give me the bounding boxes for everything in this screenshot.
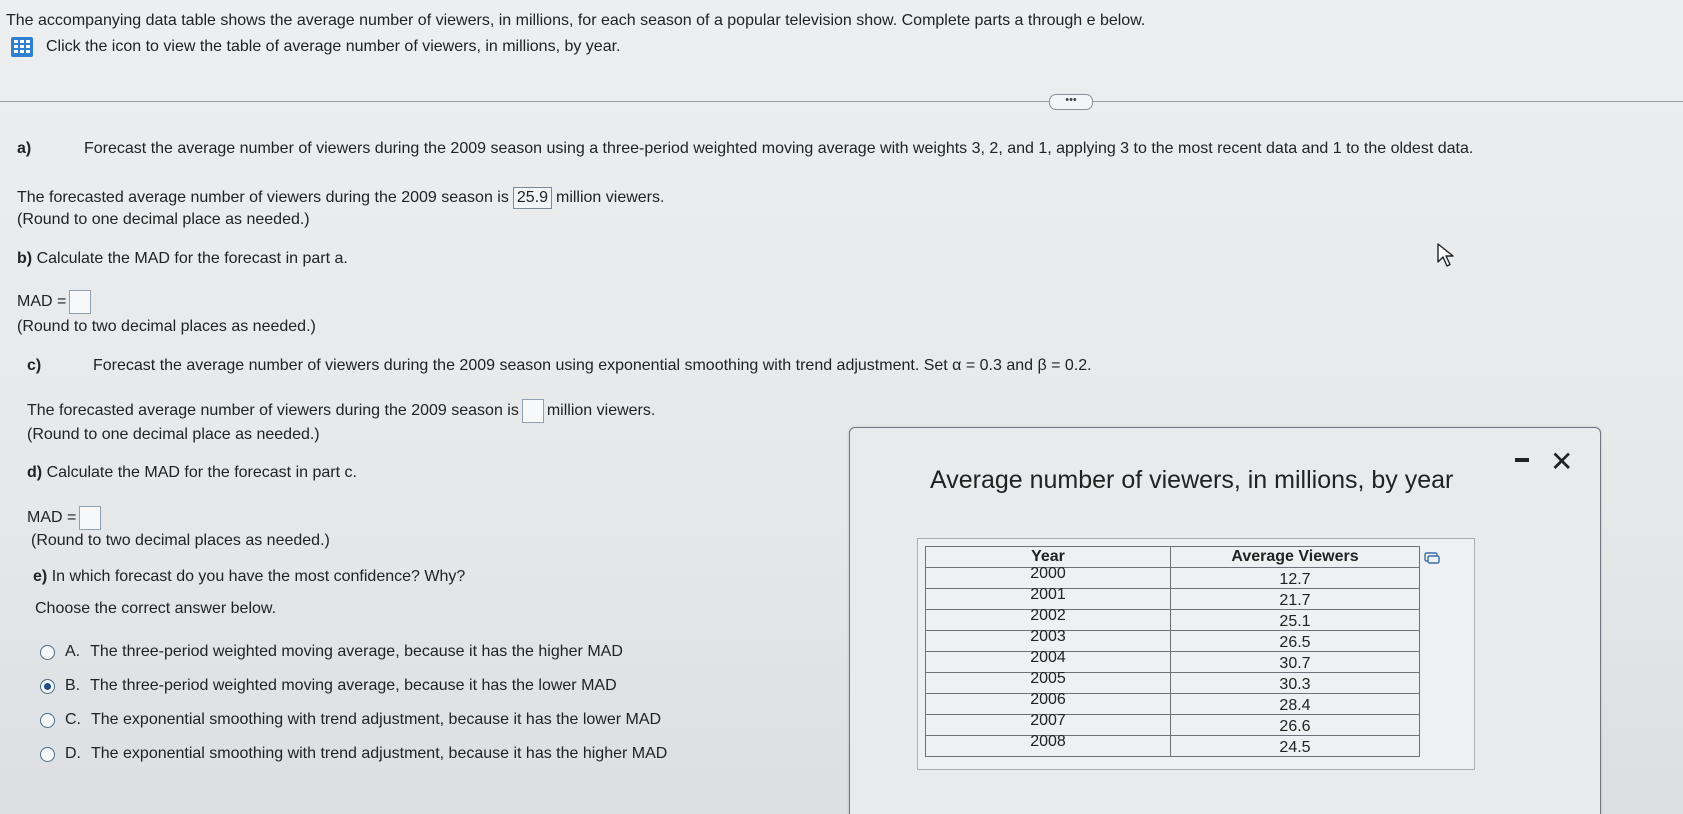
part-d-question: Calculate the MAD for the forecast in part c. — [46, 464, 357, 481]
viewers-cell: 12.7 — [1279, 571, 1311, 588]
option-c-letter: C. — [65, 711, 81, 728]
table-icon-link-text: Click the icon to view the table of average number of viewers, in millions, by year. — [46, 38, 621, 55]
table-row — [926, 652, 1420, 673]
part-c-answer-prefix: The forecasted average number of viewers during the 2009 season is — [27, 402, 519, 419]
more-button[interactable]: ••• — [1049, 94, 1093, 110]
part-d-mad-line — [27, 506, 104, 530]
viewers-cell: 26.5 — [1279, 634, 1311, 651]
part-c-round-note: (Round to one decimal place as needed.) — [27, 426, 320, 443]
part-d-mad-input[interactable] — [79, 506, 101, 530]
part-a-answer-field[interactable]: 25.9 — [513, 187, 552, 209]
viewers-cell: 25.1 — [1279, 613, 1311, 630]
option-a-radio[interactable] — [40, 645, 55, 660]
part-a-answer-suffix: million viewers. — [555, 189, 665, 206]
year-cell: 2002 — [1030, 607, 1066, 624]
part-a-answer-line — [17, 187, 664, 209]
table-row — [926, 715, 1420, 736]
option-b-text: The three-period weighted moving average, because it has the lower MAD — [90, 677, 617, 694]
year-cell: 2008 — [1030, 733, 1066, 750]
year-cell: 2003 — [1030, 628, 1066, 645]
option-d-letter: D. — [65, 745, 81, 762]
close-icon[interactable]: ✕ — [1550, 446, 1574, 477]
part-e-label: e) — [33, 568, 48, 585]
year-cell: 2000 — [1030, 565, 1066, 582]
table-row — [926, 736, 1420, 757]
year-cell: 2006 — [1030, 691, 1066, 708]
year-cell: 2007 — [1030, 712, 1066, 729]
viewers-table — [925, 546, 1420, 757]
option-a-letter: A. — [65, 643, 81, 660]
table-grid-icon[interactable] — [10, 36, 34, 58]
part-c-answer-input[interactable] — [522, 399, 544, 423]
year-cell: 2001 — [1030, 586, 1066, 603]
part-b-mad-line — [17, 290, 94, 314]
part-a-round-note: (Round to one decimal place as needed.) — [17, 211, 310, 228]
section-divider — [0, 101, 1683, 102]
part-c-question: Forecast the average number of viewers during the 2009 season using exponential smoothing with trend adjustment. Set α = 0.3 and β = 0.2. — [93, 357, 1092, 374]
option-b-radio[interactable] — [40, 679, 55, 694]
table-row — [926, 694, 1420, 715]
option-c-text: The exponential smoothing with trend adjustment, because it has the lower MAD — [91, 711, 662, 728]
option-d-radio[interactable] — [40, 747, 55, 762]
option-a-text: The three-period weighted moving average, because it has the higher MAD — [90, 643, 623, 660]
part-b-question-line — [17, 250, 348, 268]
table-row — [926, 631, 1420, 652]
viewers-cell: 21.7 — [1279, 592, 1311, 609]
part-a-question: Forecast the average number of viewers during the 2009 season using a three-period weighted moving average with weights 3, 2, and 1, applying 3 to the most recent data and 1 to the oldest data. — [84, 140, 1474, 157]
option-c[interactable] — [40, 711, 661, 729]
part-c-label: c) — [27, 357, 42, 374]
part-a-answer-prefix: The forecasted average number of viewers during the 2009 season is — [17, 189, 509, 206]
part-b-label: b) — [17, 250, 33, 267]
intro-text: The accompanying data table shows the average number of viewers, in millions, for each season of a popular television show. Complete parts a through e below. — [6, 12, 1146, 29]
part-b-round-note: (Round to two decimal places as needed.) — [17, 318, 316, 335]
viewers-cell: 30.3 — [1279, 676, 1311, 693]
option-b-letter: B. — [65, 677, 81, 694]
option-c-radio[interactable] — [40, 713, 55, 728]
header-year: Year — [926, 547, 1171, 568]
part-a-label: a) — [17, 140, 32, 157]
table-icon-link[interactable] — [10, 36, 621, 58]
viewers-cell: 24.5 — [1279, 739, 1311, 756]
popup-title: Average number of viewers, in millions, by year — [930, 466, 1454, 494]
option-d[interactable] — [40, 745, 667, 763]
part-b-mad-label: MAD = — [17, 293, 67, 310]
part-c-answer-suffix: million viewers. — [546, 402, 656, 419]
viewers-cell: 26.6 — [1279, 718, 1311, 735]
copy-table-icon[interactable] — [1424, 552, 1440, 564]
viewers-cell: 28.4 — [1279, 697, 1311, 714]
table-row — [926, 589, 1420, 610]
option-a[interactable] — [40, 643, 623, 661]
part-b-question: Calculate the MAD for the forecast in part a. — [36, 250, 348, 267]
table-header-row — [926, 547, 1420, 568]
mouse-pointer-icon — [1436, 242, 1456, 268]
table-row — [926, 610, 1420, 631]
part-b-mad-input[interactable] — [69, 290, 91, 314]
part-e-question: In which forecast do you have the most confidence? Why? — [51, 568, 466, 585]
part-e-instruction: Choose the correct answer below. — [35, 600, 277, 617]
minimize-icon[interactable] — [1515, 458, 1529, 462]
year-cell: 2005 — [1030, 670, 1066, 687]
part-c-answer-line — [27, 399, 655, 423]
table-row — [926, 568, 1420, 589]
part-d-round-note: (Round to two decimal places as needed.) — [31, 532, 330, 549]
part-d-question-line — [27, 464, 357, 482]
option-d-text: The exponential smoothing with trend adjustment, because it has the higher MAD — [91, 745, 668, 762]
header-average-viewers: Average Viewers — [1171, 547, 1420, 568]
table-row — [926, 673, 1420, 694]
part-d-label: d) — [27, 464, 43, 481]
part-d-mad-label: MAD = — [27, 509, 77, 526]
year-cell: 2004 — [1030, 649, 1066, 666]
viewers-cell: 30.7 — [1279, 655, 1311, 672]
option-b[interactable] — [40, 677, 617, 695]
part-e-question-line — [33, 568, 465, 586]
